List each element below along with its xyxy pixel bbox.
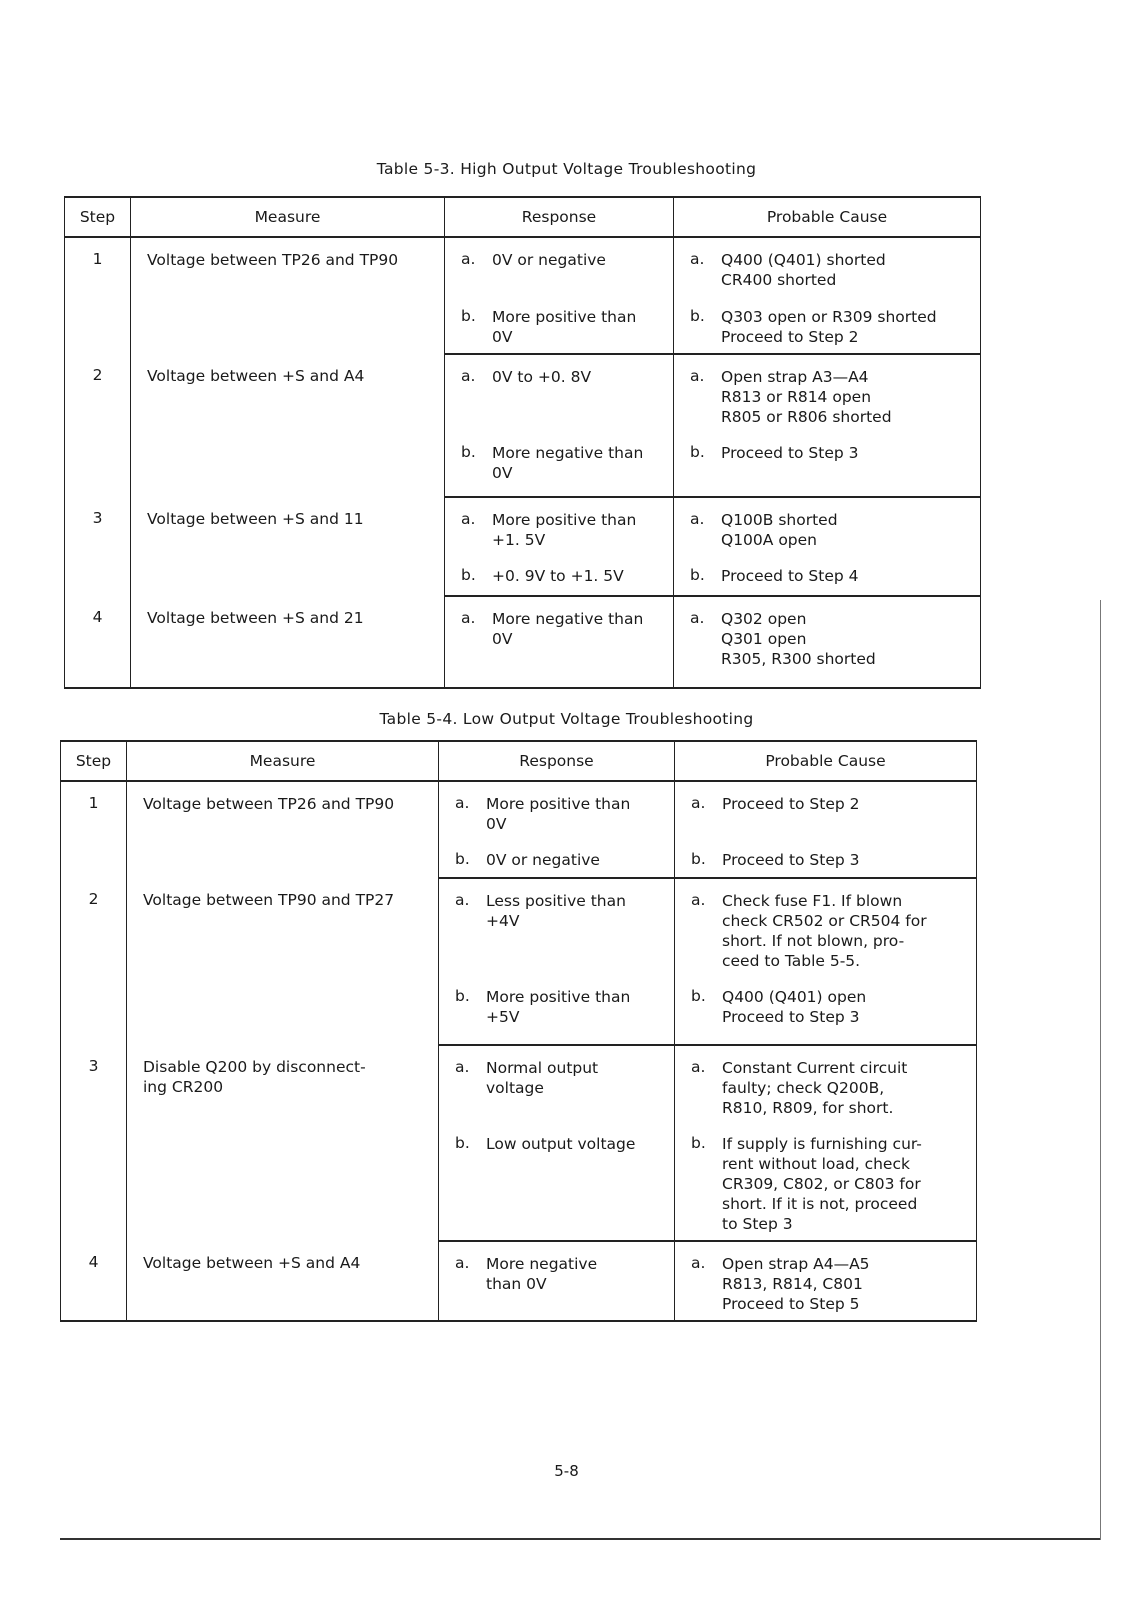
list-item [675,1124,976,1240]
list-item [439,1046,674,1104]
item-label: a. [691,794,706,812]
item-text: Proceed to Step 3 [722,851,860,869]
list-item [674,297,980,353]
item-label: b. [691,850,706,868]
item-text: Low output voltage [486,1135,636,1153]
step-group [65,237,981,354]
cause-cell [674,433,981,497]
measure-text: Voltage between +S and A4 [127,1241,439,1321]
item-label: b. [461,307,476,325]
item-label: b. [455,850,470,868]
item-text: 0V or negative [492,251,606,269]
step-group [65,354,981,497]
step-group [61,878,977,1045]
item-text: Q100B shorted Q100A open [721,511,838,549]
item-text: More positive than +1. 5V [492,511,637,549]
item-text: Q400 (Q401) open Proceed to Step 3 [722,988,867,1026]
step-group [61,1241,977,1321]
list-item [445,556,673,592]
step-number: 1 [61,781,127,878]
response-cell [439,1124,675,1241]
response-cell [445,297,674,354]
table-row [61,1045,977,1124]
measure-text: Voltage between TP26 and TP90 [131,237,445,354]
item-text: Q400 (Q401) shorted CR400 shorted [721,251,886,289]
list-item [674,238,980,296]
step-number: 3 [61,1045,127,1241]
cause-cell [675,1241,977,1321]
item-label: a. [455,891,470,909]
step-number: 3 [65,497,131,596]
item-label: b. [690,307,705,325]
item-label: a. [461,367,476,385]
cause-cell [675,977,977,1045]
item-label: a. [455,1254,470,1272]
list-item [674,556,980,592]
cause-cell [674,297,981,354]
header-cause: Probable Cause [674,197,981,237]
item-label: a. [691,891,706,909]
step-number: 2 [65,354,131,497]
item-text: If supply is furnishing cur- rent without load, check CR309, C802, or C803 for short. If it is not, proceed to Step 3 [722,1135,922,1233]
item-text: Proceed to Step 3 [721,444,859,462]
item-label: a. [461,250,476,268]
list-item [439,1242,674,1300]
item-label: b. [690,443,705,461]
measure-text: Voltage between +S and A4 [131,354,445,497]
list-item [675,840,976,876]
page-edge-line [1100,600,1101,1540]
response-cell [445,354,674,433]
measure-text: Voltage between +S and 11 [131,497,445,596]
item-label: b. [690,566,705,584]
item-text: 0V to +0. 8V [492,368,592,386]
cause-cell [675,840,977,878]
list-item [675,977,976,1033]
table-row [65,596,981,688]
header-measure: Measure [127,741,439,781]
cause-cell [674,237,981,297]
cause-cell [675,1124,977,1241]
item-text: Q303 open or R309 shorted Proceed to Step 2 [721,308,937,346]
measure-text: Voltage between TP90 and TP27 [127,878,439,1045]
list-item [675,879,976,977]
item-label: a. [691,1058,706,1076]
list-item [439,1124,674,1160]
item-label: b. [461,443,476,461]
header-response: Response [445,197,674,237]
item-label: b. [461,566,476,584]
item-text: More positive than 0V [492,308,637,346]
item-text: Check fuse F1. If blown check CR502 or CR504 for short. If not blown, pro- ceed to Table 5-5. [722,892,927,970]
cause-cell [674,596,981,688]
table-header-row [65,197,981,237]
list-item [439,879,674,937]
item-label: a. [455,794,470,812]
item-text: Open strap A4—A5 R813, R814, C801 Proceed to Step 5 [722,1255,870,1313]
item-text: +0. 9V to +1. 5V [492,567,624,585]
response-cell [445,433,674,497]
table-row [61,781,977,840]
response-cell [439,1241,675,1321]
item-label: a. [461,609,476,627]
list-item [675,782,976,820]
cause-cell [675,878,977,977]
list-item [674,597,980,675]
item-label: a. [690,609,705,627]
response-cell [439,1045,675,1124]
header-response: Response [439,741,675,781]
table-row [65,237,981,297]
response-cell [445,497,674,556]
item-text: More negative than 0V [492,610,644,648]
table-row [61,1241,977,1321]
item-label: a. [690,250,705,268]
step-group [61,781,977,878]
list-item [445,355,673,393]
list-item [674,433,980,469]
cause-cell [674,556,981,596]
item-text: Proceed to Step 2 [722,795,860,813]
item-label: b. [455,987,470,1005]
table-5-4 [60,740,977,1322]
cause-cell [674,354,981,433]
list-item [675,1046,976,1124]
response-cell [439,781,675,840]
list-item [445,597,673,655]
table-row [65,354,981,433]
item-text: Less positive than +4V [486,892,626,930]
page-number: 5-8 [554,1462,579,1480]
item-text: Constant Current circuit faulty; check Q200B, R810, R809, for short. [722,1059,908,1117]
step-group [65,497,981,596]
item-text: Normal output voltage [486,1059,599,1097]
bottom-rule [60,1538,1100,1540]
step-number: 4 [65,596,131,688]
response-cell [439,878,675,977]
table-row [65,497,981,556]
list-item [675,1242,976,1320]
list-item [445,297,673,353]
measure-text: Voltage between +S and 21 [131,596,445,688]
list-item [674,498,980,556]
item-text: Q302 open Q301 open R305, R300 shorted [721,610,876,668]
list-item [445,238,673,276]
item-label: a. [461,510,476,528]
item-label: b. [455,1134,470,1152]
list-item [439,782,674,840]
item-label: b. [691,1134,706,1152]
cause-cell [675,1045,977,1124]
item-text: Proceed to Step 4 [721,567,859,585]
cause-cell [674,497,981,556]
item-label: b. [691,987,706,1005]
response-cell [439,840,675,878]
cause-cell [675,781,977,840]
step-group [61,1045,977,1241]
item-text: More negative than 0V [492,444,644,482]
header-cause: Probable Cause [675,741,977,781]
list-item [445,433,673,489]
item-label: a. [691,1254,706,1272]
header-measure: Measure [131,197,445,237]
response-cell [445,556,674,596]
step-number: 2 [61,878,127,1045]
item-text: 0V or negative [486,851,600,869]
measure-text: Voltage between TP26 and TP90 [127,781,439,878]
item-text: More positive than +5V [486,988,631,1026]
table-5-3-caption: Table 5-3. High Output Voltage Troubleshooting [376,160,757,178]
item-text: More negative than 0V [486,1255,598,1293]
step-number: 4 [61,1241,127,1321]
response-cell [445,596,674,688]
list-item [439,977,674,1033]
response-cell [445,237,674,297]
item-label: a. [690,367,705,385]
list-item [445,498,673,556]
header-step: Step [61,741,127,781]
list-item [674,355,980,433]
item-label: a. [690,510,705,528]
response-cell [439,977,675,1045]
step-number: 1 [65,237,131,354]
header-step: Step [65,197,131,237]
measure-text: Disable Q200 by disconnect- ing CR200 [127,1045,439,1241]
list-item [439,840,674,876]
table-header-row [61,741,977,781]
step-group [65,596,981,688]
item-text: More positive than 0V [486,795,631,833]
table-row [61,878,977,977]
item-label: a. [455,1058,470,1076]
table-5-3 [64,196,981,689]
table-5-4-caption: Table 5-4. Low Output Voltage Troubleshooting [379,710,754,728]
item-text: Open strap A3—A4 R813 or R814 open R805 or R806 shorted [721,368,892,426]
